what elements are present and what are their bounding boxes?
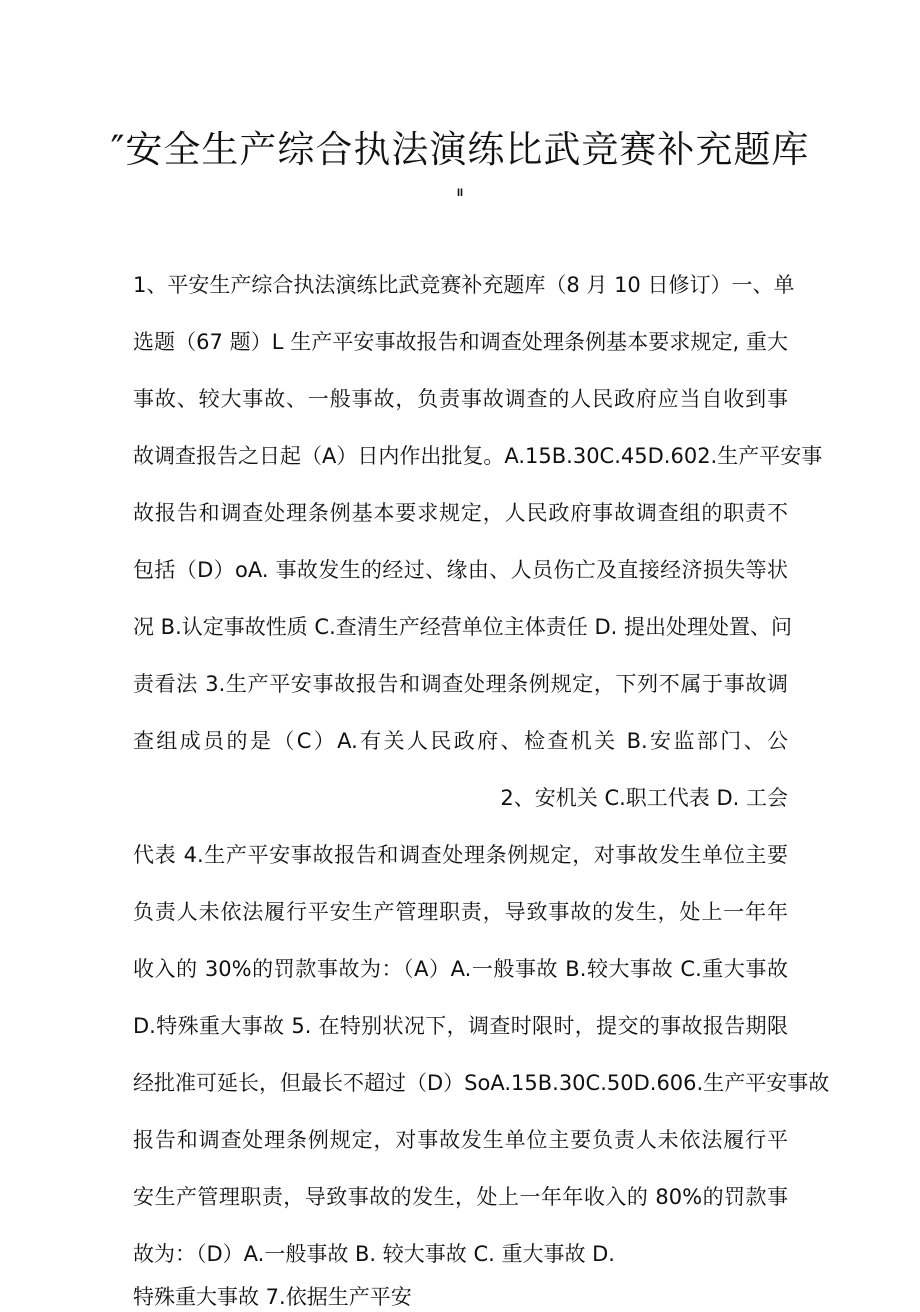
document-title: ″安全生产综合执法演练比武竞赛补充题库 bbox=[110, 128, 810, 171]
body-line-5: 故报告和调查处理条例基本要求规定，人民政府事故调查组的职责不 bbox=[133, 501, 788, 525]
body-line-10: 2、安机关 C.职工代表 D. 工会 bbox=[500, 786, 788, 810]
title-mark: II bbox=[456, 187, 464, 199]
body-line-9: 查组成员的是（C）A.有关人民政府、检查机关 B.安监部门、公 bbox=[133, 729, 788, 753]
body-line-14: D.特殊重大事故 5. 在特别状况下，调查时限时，提交的事故报告期限 bbox=[133, 1014, 788, 1038]
body-line-12: 负责人未依法履行平安生产管理职责，导致事故的发生，处上一年年 bbox=[133, 900, 788, 924]
body-line-8: 责看法 3.生产平安事故报告和调查处理条例规定，下列不属于事故调 bbox=[133, 672, 788, 696]
body-line-13: 收入的 30%的罚款事故为：（A）A.一般事故 B.较大事故 C.重大事故 bbox=[133, 957, 788, 981]
body-line-15: 经批准可延长，但最长不超过（D）SoA.15B.30C.50D.606.生产平安事故 bbox=[133, 1071, 830, 1095]
body-line-19: 特殊重大事故 7.依据生产平安 bbox=[133, 1285, 412, 1309]
body-line-4: 故调查报告之日起（A）日内作出批复。A.15B.30C.45D.602.生产平安事 bbox=[133, 444, 823, 468]
body-line-18: 故为：（D）A.一般事故 B. 较大事故 C. 重大事故 D. bbox=[133, 1242, 615, 1266]
body-line-1: 1、平安生产综合执法演练比武竞赛补充题库（8 月 10 日修订）一、单 bbox=[133, 273, 795, 297]
body-line-11: 代表 4.生产平安事故报告和调查处理条例规定，对事故发生单位主要 bbox=[133, 843, 788, 867]
body-line-7: 况 B.认定事故性质 C.查清生产经营单位主体责任 D. 提出处理处置、问 bbox=[133, 615, 792, 639]
body-line-17: 安生产管理职责，导致事故的发生，处上一年年收入的 80%的罚款事 bbox=[133, 1185, 788, 1209]
body-line-16: 报告和调查处理条例规定，对事故发生单位主要负责人未依法履行平 bbox=[133, 1128, 788, 1152]
body-line-3: 事故、较大事故、一般事故，负责事故调查的人民政府应当自收到事 bbox=[133, 387, 788, 411]
body-line-6: 包括（D）oA. 事故发生的经过、缘由、人员伤亡及直接经济损失等状 bbox=[133, 558, 788, 582]
body-line-2: 选题（67 题）L 生产平安事故报告和调查处理条例基本要求规定, 重大 bbox=[133, 330, 788, 354]
